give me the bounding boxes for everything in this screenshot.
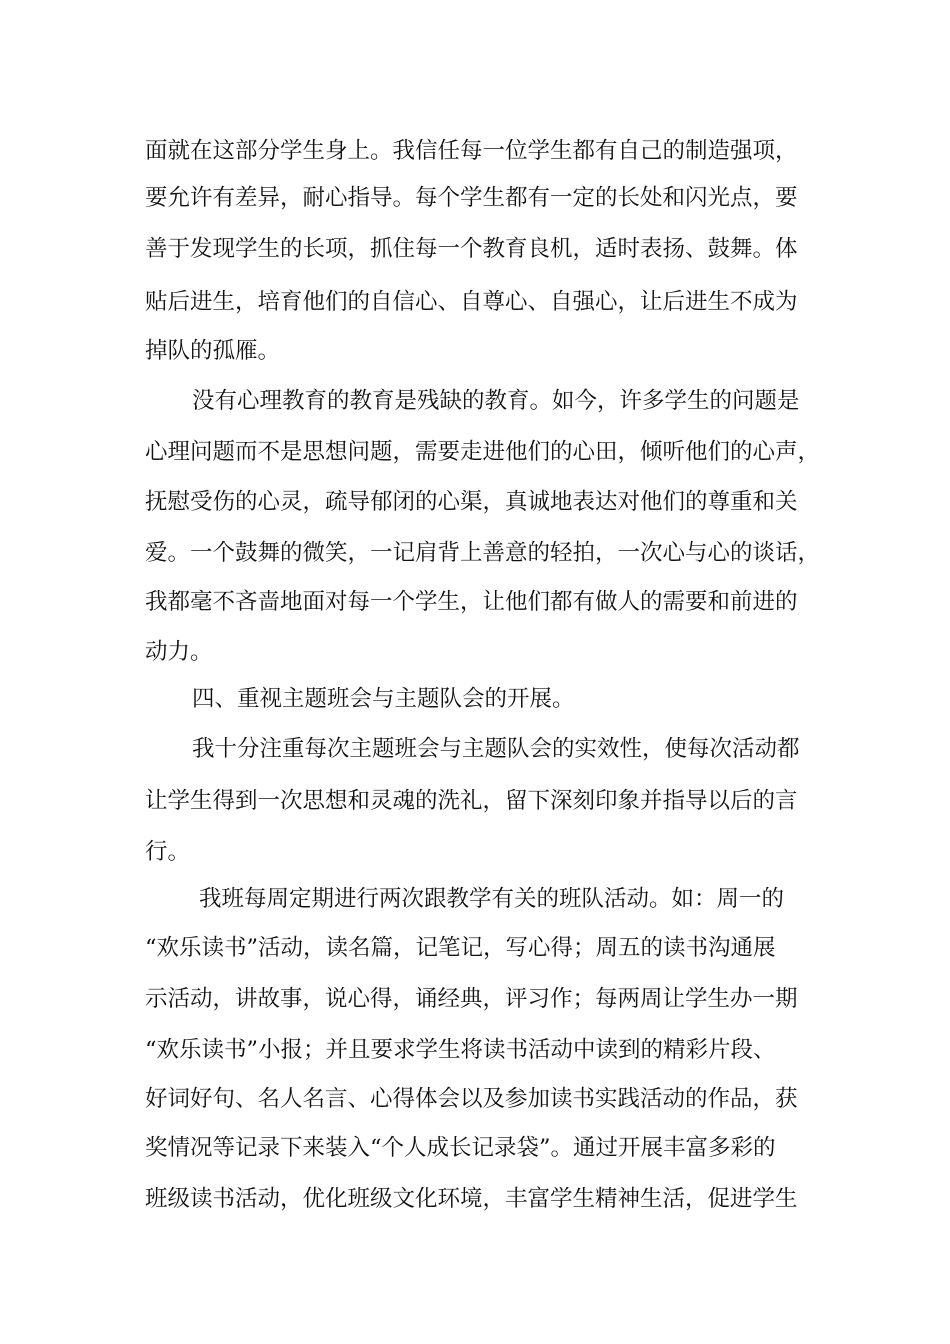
text-line: 要允许有差异，耐心指导。每个学生都有一定的长处和闪光点，要 — [145, 185, 798, 211]
text-line: 抚慰受伤的心灵，疏导郁闭的心渠，真诚地表达对他们的尊重和关 — [145, 489, 798, 515]
paragraph-first-line: 我十分注重每次主题班会与主题队会的实效性，使每次活动都 — [192, 736, 800, 762]
text-line: “欢乐读书”小报；并且要求学生将读书活动中读到的精彩片段、 — [145, 1037, 776, 1063]
text-line: 行。 — [145, 839, 191, 865]
paragraph-first-line: 没有心理教育的教育是残缺的教育。如今，许多学生的问题是 — [192, 388, 800, 414]
text-line: 好词好句、名人名言、心得体会以及参加读书实践活动的作品，获 — [145, 1086, 798, 1112]
text-line: 动力。 — [145, 639, 213, 665]
paragraph-first-line: 我班每周定期进行两次跟教学有关的班队活动。如：周一的 — [199, 886, 785, 912]
text-line: 掉队的孤雁。 — [145, 338, 281, 364]
text-line: 我都毫不吝啬地面对每一个学生，让他们都有做人的需要和前进的 — [145, 589, 798, 615]
text-line: 示活动，讲故事，说心得，诵经典，评习作；每两周让学生办一期 — [145, 986, 798, 1012]
text-line: “欢乐读书”活动，读名篇，记笔记，写心得；周五的读书沟通展 — [145, 935, 776, 961]
text-line: 让学生得到一次思想和灵魂的洗礼，留下深刻印象并指导以后的言 — [145, 788, 798, 814]
text-line: 贴后进生，培育他们的自信心、自尊心、自强心，让后进生不成为 — [145, 289, 798, 315]
text-line: 面就在这部分学生身上。我信任每一位学生都有自己的制造强项， — [145, 138, 798, 164]
text-line: 奖情况等记录下来装入“个人成长记录袋”。通过开展丰富多彩的 — [145, 1135, 776, 1161]
text-line: 爱。一个鼓舞的微笑，一记肩背上善意的轻拍，一次心与心的谈话， — [145, 540, 821, 566]
text-line: 心理问题而不是思想问题，需要走进他们的心田，倾听他们的心声， — [145, 439, 821, 465]
section-heading: 四、重视主题班会与主题队会的开展。 — [192, 686, 575, 712]
text-line: 班级读书活动，优化班级文化环境，丰富学生精神生活，促进学生 — [145, 1186, 798, 1212]
text-line: 善于发现学生的长项，抓住每一个教育良机，适时表扬、鼓舞。体 — [145, 236, 798, 262]
